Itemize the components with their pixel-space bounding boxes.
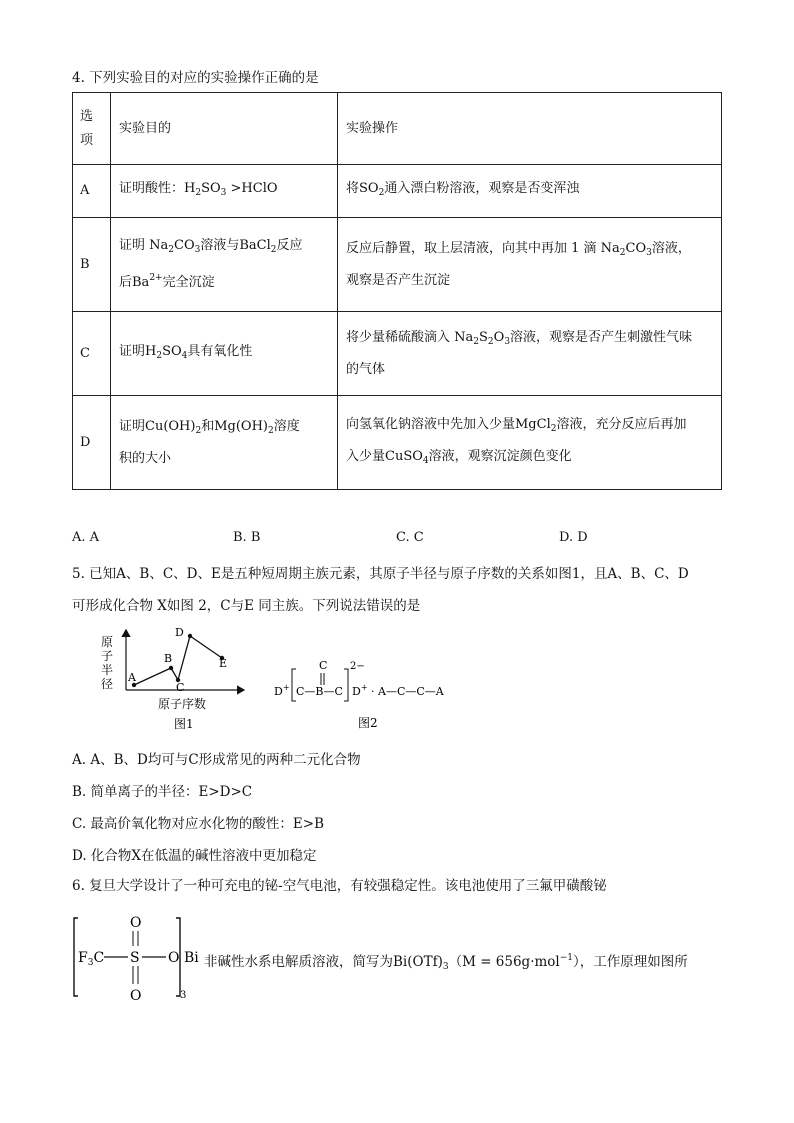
row-option: B bbox=[73, 218, 111, 312]
label-c: C bbox=[176, 681, 185, 694]
svg-text:S: S bbox=[130, 950, 140, 966]
label-b: B bbox=[164, 652, 173, 665]
row-operation: 反应后静置，取上层清液，向其中再加 1 滴 $Na_2CO_3$溶液， 观察是否产生沉淀 bbox=[338, 218, 722, 312]
fig2-caption: 图2 bbox=[358, 716, 378, 730]
header-operation: 实验操作 bbox=[338, 93, 722, 165]
q5-stem-line1: 5. 已知A、B、C、D、E是五种短周期主族元素，其原子半径与原子序数的关系如图1，且A、B、C、D bbox=[72, 566, 689, 582]
header-goal: 实验目的 bbox=[111, 93, 338, 165]
q5-stem-line2: 可形成化合物 X如图 2，C与E 同主族。下列说法错误的是 bbox=[72, 598, 421, 614]
svg-text:D+: D+ bbox=[274, 683, 290, 698]
svg-text:O: O bbox=[130, 915, 142, 931]
label-a: A bbox=[128, 671, 136, 684]
q5-option-c: C. 最高价氧化物对应水化物的酸性：E>B bbox=[72, 816, 325, 832]
row-option: C bbox=[73, 312, 111, 396]
row-operation: 将$SO_2$通入漂白粉溶液，观察是否变浑浊 bbox=[338, 165, 722, 218]
row-goal: 证明$Cu(OH)_2$和$Mg(OH)_2$溶度 积的大小 bbox=[111, 396, 338, 490]
q6-tail: 非碱性水系电解质溶液，简写为$Bi(OTf)_3(M = 656g\cdot mol^{-1})$，工作原理如图所 bbox=[204, 953, 688, 972]
table-row bbox=[73, 312, 722, 396]
q5-option-b: B. 简单离子的半径：E>D>C bbox=[72, 784, 253, 800]
q5-option-d: D. 化合物X在低温的碱性溶液中更加稳定 bbox=[72, 848, 317, 864]
choice-c: C. C bbox=[396, 530, 424, 545]
choice-a: A. A bbox=[72, 530, 100, 545]
choice-b: B. B bbox=[233, 530, 261, 545]
row-goal: 证明 $Na_2CO_3$溶液与BaCl$_2$反应 后$Ba^{2+}$完全沉淀 bbox=[111, 218, 338, 312]
svg-text:C: C bbox=[319, 659, 328, 672]
svg-text:O: O bbox=[168, 950, 180, 966]
svg-text:O: O bbox=[130, 988, 142, 1004]
svg-text:3: 3 bbox=[180, 990, 187, 1001]
q5-option-a: A. A、B、D均可与C形成常见的两种二元化合物 bbox=[72, 752, 361, 768]
fig1-ylabel-1: 原 bbox=[101, 635, 114, 649]
choice-d: D. D bbox=[559, 530, 588, 545]
row-operation: 向氢氧化钠溶液中先加入少量MgCl$_2$溶液，充分反应后再加 入少量CuSO$_4$溶液，观察沉淀颜色变化 bbox=[338, 396, 722, 490]
row-goal: 证明$H_2SO_4$具有氧化性 bbox=[111, 312, 338, 396]
experiment-table bbox=[72, 92, 722, 490]
svg-text:Bi: Bi bbox=[184, 950, 199, 966]
label-d: D bbox=[175, 626, 184, 639]
fig1-ylabel-4: 径 bbox=[101, 677, 114, 691]
table-row bbox=[73, 218, 722, 312]
fig1-ylabel-3: 半 bbox=[101, 663, 114, 677]
svg-text:F3C: $F_3C$ bbox=[78, 950, 105, 968]
q4-stem: 4. 下列实验目的对应的实验操作正确的是 bbox=[72, 70, 319, 86]
figure-1 bbox=[96, 622, 256, 734]
row-option: A bbox=[73, 165, 111, 218]
svg-text:D+ · A—C—C—A: D+ · A—C—C—A bbox=[352, 683, 444, 698]
q6-stem: 6. 复旦大学设计了一种可充电的铋-空气电池，有较强稳定性。该电池使用了三氟甲磺酸铋 bbox=[72, 878, 607, 894]
table-row bbox=[73, 165, 722, 218]
fig1-ylabel-2: 子 bbox=[101, 649, 114, 663]
svg-text:2−: 2− bbox=[350, 661, 365, 672]
triflate-structure bbox=[72, 910, 212, 1006]
fig1-caption: 图1 bbox=[174, 717, 194, 731]
fig1-series-line bbox=[134, 636, 222, 685]
fig1-xlabel: 原子序数 bbox=[158, 697, 207, 711]
point-d bbox=[188, 634, 192, 638]
point-b bbox=[169, 666, 173, 670]
label-e: E bbox=[219, 657, 228, 670]
row-goal: 证明酸性：$H_2SO_3$ >HClO bbox=[111, 165, 338, 218]
svg-text:C—B—C: C—B—C bbox=[296, 685, 343, 698]
header-option: 选 项 bbox=[73, 93, 111, 165]
table-header-row bbox=[73, 93, 722, 165]
figure-2 bbox=[272, 655, 462, 735]
row-option: D bbox=[73, 396, 111, 490]
row-operation: 将少量稀硫酸滴入 $Na_2S_2O_3$溶液，观察是否产生刺激性气味 的气体 bbox=[338, 312, 722, 396]
table-row bbox=[73, 396, 722, 490]
